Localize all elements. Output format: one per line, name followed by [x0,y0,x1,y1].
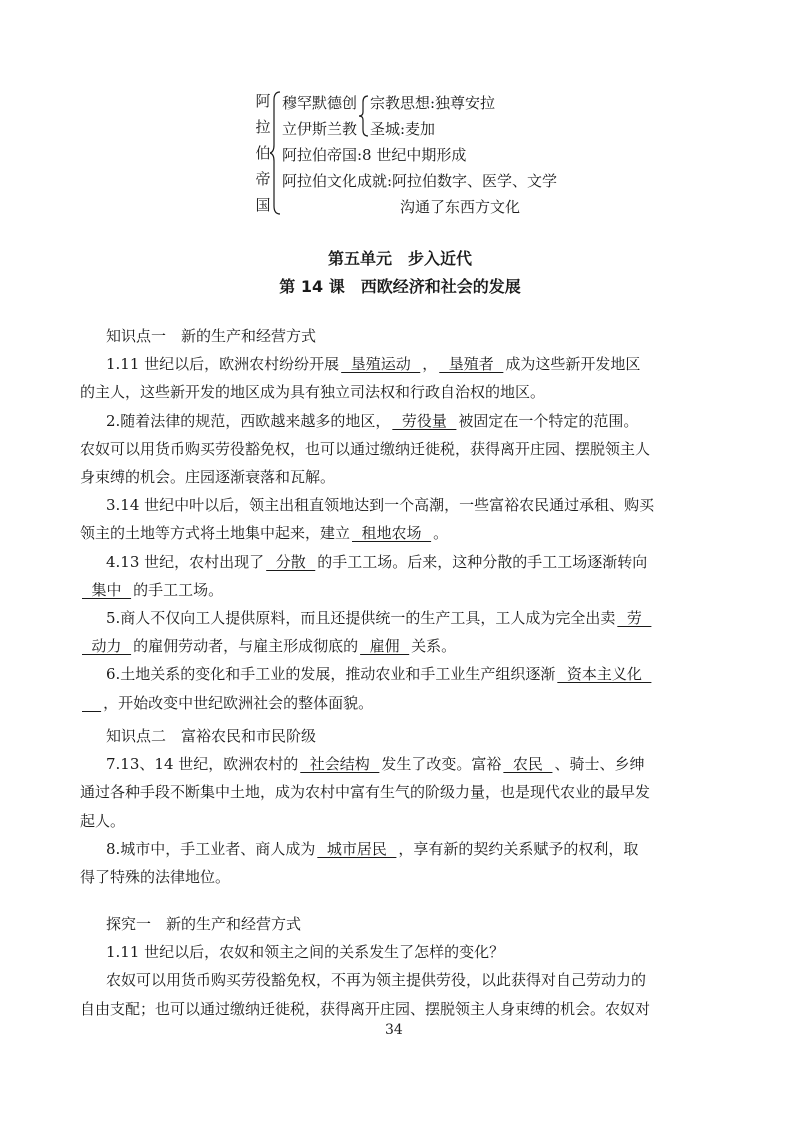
text-segment: 发生了改变。富裕 [381,755,502,774]
tree-row: 沟通了东西方文化 [400,198,521,216]
text-line [80,576,730,604]
tree-root-char: 阿 [255,92,271,110]
text-line [80,995,730,1023]
text-segment: 自由支配；也可以通过缴纳迁徙税，获得离开庄园、摆脱领主人身束缚的机会。农奴对 [80,999,651,1018]
tree-root-char: 拉 [255,118,271,136]
lesson-title: 第 14 课 西欧经济和社会的发展 [279,277,521,296]
text-line [80,519,730,547]
tree-row: 立伊斯兰教 [282,120,358,138]
text-segment: 成为这些新开发地区 [505,355,641,374]
text-line [80,491,730,519]
tree-sub-row: 圣城:麦加 [370,120,436,138]
answer-blank: 动力 [82,637,132,656]
answer-blank: 雇佣 [360,637,410,656]
text-line [80,604,730,632]
text-segment: 农奴可以用货币购买劳役豁免权，也可以通过缴纳迁徙税，获得离开庄园、摆脱领主人 [80,439,651,458]
text-line [80,435,730,463]
text-segment: 。 [433,524,449,543]
tree-sub-row: 宗教思想:独尊安拉 [370,94,496,112]
text-segment: 的手工工场。后来，这种分散的手工工场逐渐转向 [317,552,648,571]
text-line [80,863,730,891]
answer-blank: 城市居民 [317,839,397,858]
text-segment: 农奴可以用货币购买劳役豁免权，不再为领主提供劳役，以此获得对自己劳动力的 [106,971,647,990]
unit-title: 第五单元 步入近代 [327,249,472,268]
text-segment: 5.商人不仅向工人提供原料，而且还提供统一的生产工具，工人成为完全出卖 [106,609,616,628]
section-heading: 探究一 新的生产和经营方式 [106,915,302,933]
text-segment: 的手工工场。 [133,580,224,599]
text-segment: 的雇佣劳动者，与雇主形成彻底的 [133,637,359,656]
text-segment: 领主的土地等方式将土地集中起来，建立 [80,524,351,543]
text-segment: 起人。 [80,811,126,830]
text-line [80,750,730,778]
answer-blank [80,694,103,712]
text-line [80,463,730,491]
tree-row: 阿拉伯帝国:8 世纪中期形成 [282,146,467,164]
answer-blank: 分散 [266,552,316,571]
answer-blank: 租地农场 [352,524,432,543]
answer-blank: 垦殖运动 [341,355,421,374]
text-line [80,350,730,378]
text-segment: 通过各种手段不断集中土地，成为农村中富有生气的阶级力量，也是现代农业的最早发 [80,783,651,802]
text-segment: 4.13 世纪，农村出现了 [106,552,265,571]
text-line [80,378,730,406]
text-line [80,778,730,806]
tree-root-char: 伯 [255,144,271,162]
tree-root-char: 帝 [255,170,271,188]
text-segment: 6.土地关系的变化和手工业的发展，推动农业和手工业生产组织逐渐 [106,665,556,684]
text-segment: 、骑士、乡绅 [554,755,645,774]
section-explore-1 [80,910,730,1023]
text-line [80,966,730,994]
section-heading: 知识点一 新的生产和经营方式 [106,327,317,345]
text-segment: 被固定在一个特定的范围。 [458,411,639,430]
text-segment: 身束缚的机会。庄园逐渐衰落和瓦解。 [80,468,336,487]
text-segment: 的主人，这些新开发的地区成为具有独立司法权和行政自治权的地区。 [80,383,546,402]
text-line [80,548,730,576]
tree-row: 阿拉伯文化成就:阿拉伯数字、医学、文学 [282,172,558,190]
left-brace-icon [270,90,282,216]
text-line [80,660,730,688]
tree-root-char: 国 [255,196,271,214]
answer-blank: 劳 [617,609,652,628]
text-segment: 8.城市中，手工业者、商人成为 [106,839,316,858]
text-line [80,407,730,435]
text-segment: 关系。 [411,637,457,656]
tree-row: 穆罕默德创 [282,94,358,112]
text-line [80,807,730,835]
text-segment: 1.11 世纪以后，农奴和领主之间的关系发生了怎样的变化？ [106,943,505,962]
text-segment: 2.随着法律的规范，西欧越来越多的地区， [106,411,391,430]
text-segment: 得了特殊的法律地位。 [80,868,231,887]
text-segment: ，享有新的契约关系赋予的权利，取 [398,839,639,858]
answer-blank: 垦殖者 [439,355,504,374]
answer-blank: 集中 [82,580,132,599]
answer-blank: 资本主义化 [557,665,652,684]
text-segment: 1.11 世纪以后，欧洲农村纷纷开展 [106,355,340,374]
answer-blank: 社会结构 [300,755,380,774]
section-knowledge-1 [80,322,730,717]
text-line [80,835,730,863]
text-segment: 3.14 世纪中叶以后，领主出租直领地达到一个高潮，一些富裕农民通过承租、购买 [106,496,655,515]
text-line [80,632,730,660]
sub-brace-icon [358,94,370,138]
text-segment: ，开始改变中世纪欧洲社会的整体面貌。 [103,693,374,712]
text-segment: ， [422,355,438,374]
answer-blank: 劳役量 [392,411,457,430]
text-line [80,689,730,717]
text-segment: 7.13、14 世纪，欧洲农村的 [106,755,299,774]
page-number: 34 [385,1022,403,1038]
section-heading: 知识点二 富裕农民和市民阶级 [106,727,317,745]
answer-blank: 农民 [503,755,553,774]
section-knowledge-2 [80,722,730,891]
text-line [80,938,730,966]
